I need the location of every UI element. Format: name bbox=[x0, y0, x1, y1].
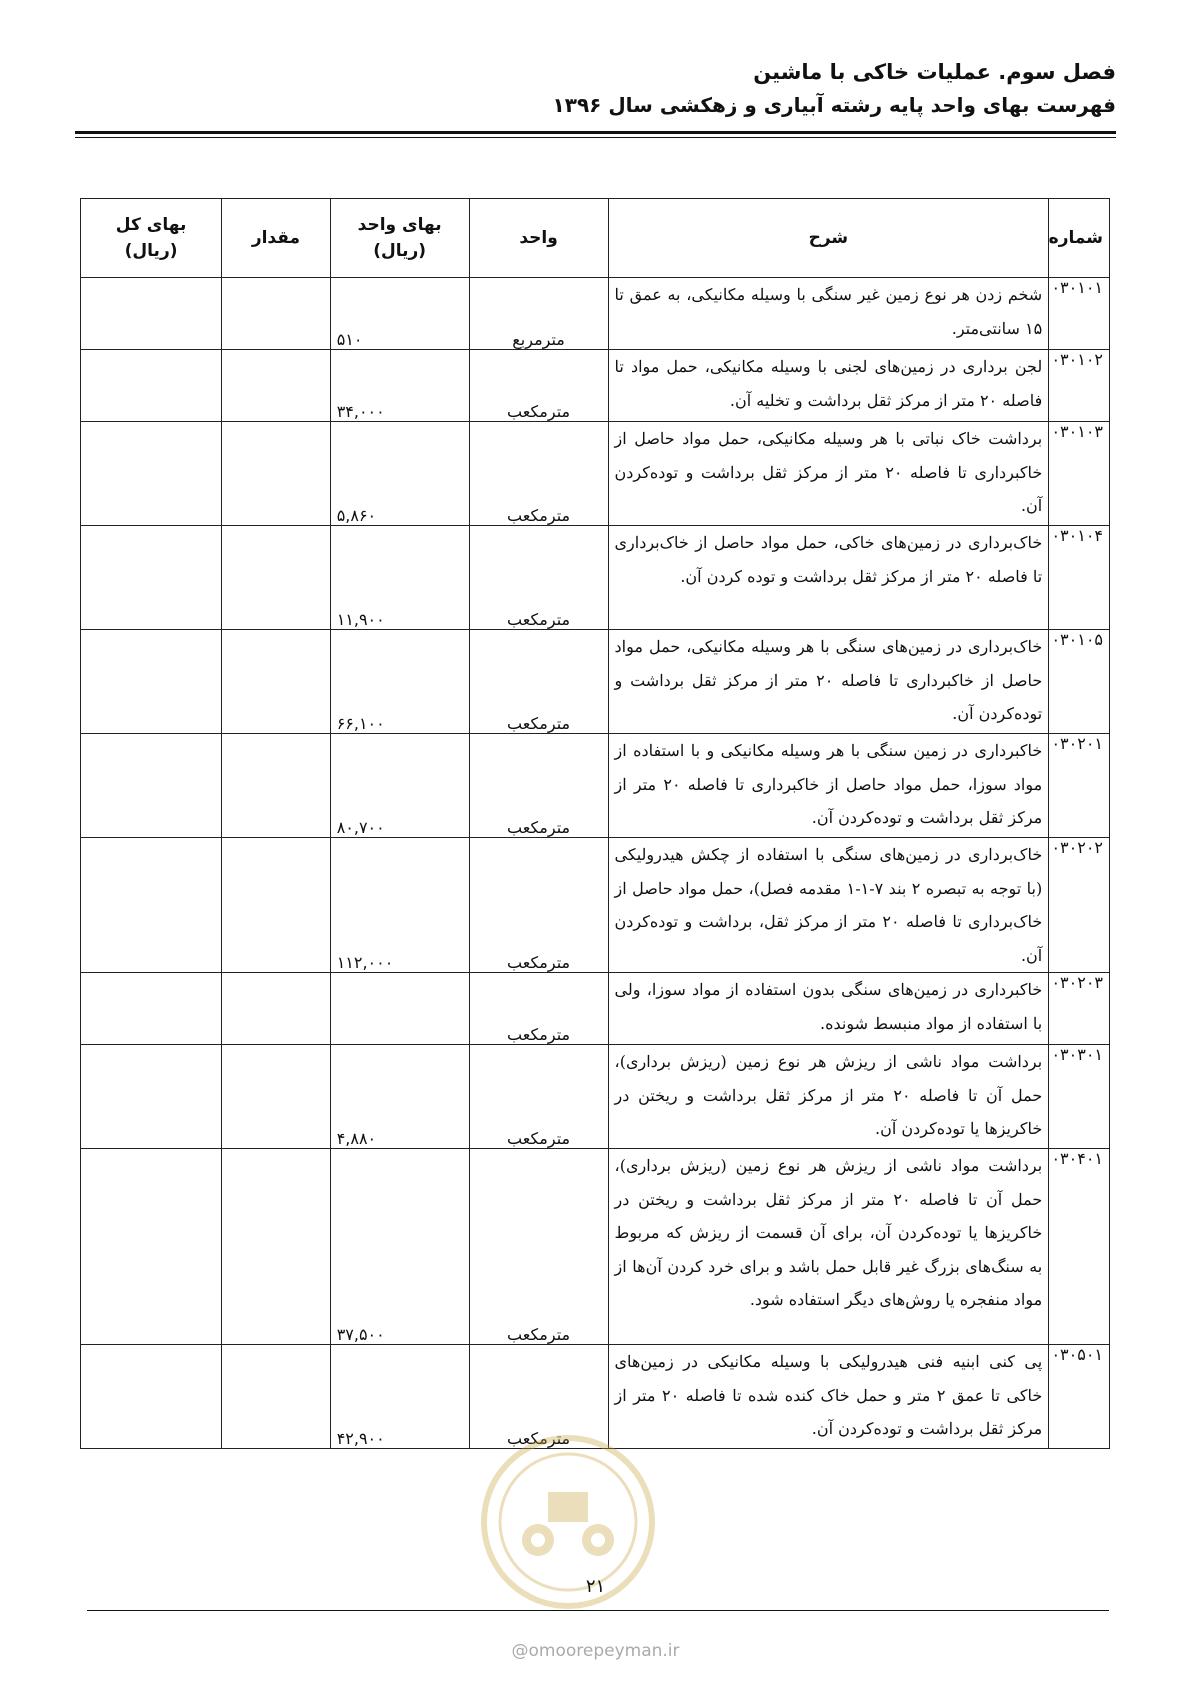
table-row bbox=[81, 278, 1110, 350]
item-unit-price: ۸۰,۷۰۰ bbox=[330, 734, 469, 838]
item-code: ۰۳۰۱۰۵ bbox=[1049, 630, 1110, 734]
table-body bbox=[81, 278, 1110, 1449]
item-unit: مترمکعب bbox=[469, 734, 608, 838]
item-unit: مترمکعب bbox=[469, 1149, 608, 1345]
item-unit: مترمکعب bbox=[469, 350, 608, 422]
item-total-price bbox=[81, 838, 222, 973]
item-quantity bbox=[222, 734, 331, 838]
item-total-price bbox=[81, 973, 222, 1045]
chapter-title: فصل سوم. عملیات خاکی با ماشین bbox=[753, 60, 1116, 84]
item-unit-price: ۵,۸۶۰ bbox=[330, 422, 469, 526]
header-code: شماره bbox=[1049, 199, 1110, 278]
item-code: ۰۳۰۳۰۱ bbox=[1049, 1045, 1110, 1149]
table-header-row bbox=[81, 199, 1110, 278]
item-unit-price: ۳۷,۵۰۰ bbox=[330, 1149, 469, 1345]
item-description: شخم زدن هر نوع زمین غیر سنگی با وسیله مکانیکی، به عمق تا ۱۵ سانتی‌متر. bbox=[608, 278, 1049, 350]
item-description: خاک‌برداری در زمین‌های سنگی با استفاده از چکش هیدرولیکی (با توجه به تبصره ۲ بند ۷-۱-۱ مقدمه فصل)، حمل مواد حاصل از خاک‌برداری تا فاصله ۲۰ متر از مرکز ثقل، برداشت و توده‌کردن آن. bbox=[608, 838, 1049, 973]
header-description: شرح bbox=[608, 199, 1049, 278]
item-description: خاک‌برداری در زمین‌های سنگی با هر وسیله مکانیکی، حمل مواد حاصل از خاکبرداری تا فاصله ۲۰ متر از مرکز ثقل برداشت و توده‌کردن آن. bbox=[608, 630, 1049, 734]
item-code: ۰۳۰۱۰۲ bbox=[1049, 350, 1110, 422]
item-unit-price: ۳۴,۰۰۰ bbox=[330, 350, 469, 422]
header-rule-thin bbox=[75, 137, 1116, 138]
price-list-table bbox=[80, 198, 1110, 1449]
item-total-price bbox=[81, 278, 222, 350]
item-code: ۰۳۰۲۰۳ bbox=[1049, 973, 1110, 1045]
item-code: ۰۳۰۱۰۴ bbox=[1049, 526, 1110, 630]
item-unit: مترمکعب bbox=[469, 1345, 608, 1449]
item-description: لجن برداری در زمین‌های لجنی با وسیله مکانیکی، حمل مواد تا فاصله ۲۰ متر از مرکز ثقل برداشت و تخلیه آن. bbox=[608, 350, 1049, 422]
table-row bbox=[81, 526, 1110, 630]
item-code: ۰۳۰۱۰۱ bbox=[1049, 278, 1110, 350]
table-row bbox=[81, 1045, 1110, 1149]
item-unit: مترمکعب bbox=[469, 422, 608, 526]
item-quantity bbox=[222, 350, 331, 422]
item-total-price bbox=[81, 734, 222, 838]
item-quantity bbox=[222, 526, 331, 630]
item-quantity bbox=[222, 838, 331, 973]
item-code: ۰۳۰۲۰۱ bbox=[1049, 734, 1110, 838]
item-description: برداشت مواد ناشی از ریزش هر نوع زمین (ریزش برداری)، حمل آن تا فاصله ۲۰ متر از مرکز ثقل برداشت و ریختن در خاکریزها یا توده‌کردن آن، برای آن قسمت از ریزش که مربوط به سنگ‌های بزرگ غیر قابل حمل باشد و برای خرد کردن آن‌ها از مواد منفجره یا روش‌های دیگر استفاده شود. bbox=[608, 1149, 1049, 1345]
table-row bbox=[81, 838, 1110, 973]
item-unit: مترمکعب bbox=[469, 1045, 608, 1149]
item-quantity bbox=[222, 278, 331, 350]
table-row bbox=[81, 1149, 1110, 1345]
item-description: برداشت مواد ناشی از ریزش هر نوع زمین (ریزش برداری)، حمل آن تا فاصله ۲۰ متر از مرکز ثقل برداشت و ریختن در خاکریزها یا توده‌کردن آن. bbox=[608, 1045, 1049, 1149]
item-unit: مترمکعب bbox=[469, 526, 608, 630]
item-unit-price: ۶۶,۱۰۰ bbox=[330, 630, 469, 734]
header-total-price: بهای کل (ریال) bbox=[81, 199, 222, 278]
item-description: خاک‌برداری در زمین‌های خاکی، حمل مواد حاصل از خاک‌برداری تا فاصله ۲۰ متر از مرکز ثقل برداشت و توده کردن آن. bbox=[608, 526, 1049, 630]
table-row bbox=[81, 350, 1110, 422]
item-unit: مترمکعب bbox=[469, 630, 608, 734]
footer-rule bbox=[87, 1610, 1109, 1611]
item-quantity bbox=[222, 1149, 331, 1345]
item-total-price bbox=[81, 526, 222, 630]
item-code: ۰۳۰۴۰۱ bbox=[1049, 1149, 1110, 1345]
item-quantity bbox=[222, 630, 331, 734]
item-quantity bbox=[222, 422, 331, 526]
table-row bbox=[81, 734, 1110, 838]
item-description: خاکبرداری در زمین‌های سنگی بدون استفاده از مواد سوزا، ولی با استفاده از مواد منبسط شونده. bbox=[608, 973, 1049, 1045]
header-unit: واحد bbox=[469, 199, 608, 278]
item-total-price bbox=[81, 1345, 222, 1449]
item-quantity bbox=[222, 1045, 331, 1149]
item-unit-price: ۱۱,۹۰۰ bbox=[330, 526, 469, 630]
item-code: ۰۳۰۲۰۲ bbox=[1049, 838, 1110, 973]
item-total-price bbox=[81, 422, 222, 526]
item-unit: مترمربع bbox=[469, 278, 608, 350]
item-quantity bbox=[222, 1345, 331, 1449]
header-unit-price-currency: (ریال) bbox=[373, 241, 427, 261]
item-unit: مترمکعب bbox=[469, 838, 608, 973]
list-title: فهرست بهای واحد پایه رشته آبیاری و زهکشی سال ۱۳۹۶ bbox=[552, 93, 1116, 117]
item-unit-price bbox=[330, 973, 469, 1045]
header-quantity: مقدار bbox=[222, 199, 331, 278]
item-total-price bbox=[81, 630, 222, 734]
page-number: ۲۱ bbox=[585, 1576, 606, 1597]
item-description: برداشت خاک نباتی با هر وسیله مکانیکی، حمل مواد حاصل از خاکبرداری تا فاصله ۲۰ متر از مرکز ثقل برداشت و توده‌کردن آن. bbox=[608, 422, 1049, 526]
table-row bbox=[81, 973, 1110, 1045]
page-header bbox=[75, 58, 1116, 120]
header-unit-price bbox=[330, 199, 469, 278]
item-total-price bbox=[81, 350, 222, 422]
table-row bbox=[81, 422, 1110, 526]
header-rule-thick bbox=[75, 131, 1116, 134]
item-description: پی کنی ابنیه فنی هیدرولیکی با وسیله مکانیکی در زمین‌های خاکی تا عمق ۲ متر و حمل خاک کنده شده تا فاصله ۲۰ متر از مرکز ثقل برداشت و توده‌کردن آن. bbox=[608, 1345, 1049, 1449]
item-description: خاکبرداری در زمین سنگی با هر وسیله مکانیکی و با استفاده از مواد سوزا، حمل مواد حاصل از خاکبرداری تا فاصله ۲۰ متر از مرکز ثقل برداشت و توده‌کردن آن. bbox=[608, 734, 1049, 838]
watermark-text: @omoorepeyman.ir bbox=[511, 1641, 680, 1661]
item-unit-price: ۴,۸۸۰ bbox=[330, 1045, 469, 1149]
table-row bbox=[81, 630, 1110, 734]
item-unit-price: ۱۱۲,۰۰۰ bbox=[330, 838, 469, 973]
item-total-price bbox=[81, 1045, 222, 1149]
item-unit: مترمکعب bbox=[469, 973, 608, 1045]
item-quantity bbox=[222, 973, 331, 1045]
item-code: ۰۳۰۵۰۱ bbox=[1049, 1345, 1110, 1449]
item-code: ۰۳۰۱۰۳ bbox=[1049, 422, 1110, 526]
header-unit-price-label: بهای واحد bbox=[357, 215, 442, 235]
item-unit-price: ۵۱۰ bbox=[330, 278, 469, 350]
item-unit-price: ۴۲,۹۰۰ bbox=[330, 1345, 469, 1449]
item-total-price bbox=[81, 1149, 222, 1345]
